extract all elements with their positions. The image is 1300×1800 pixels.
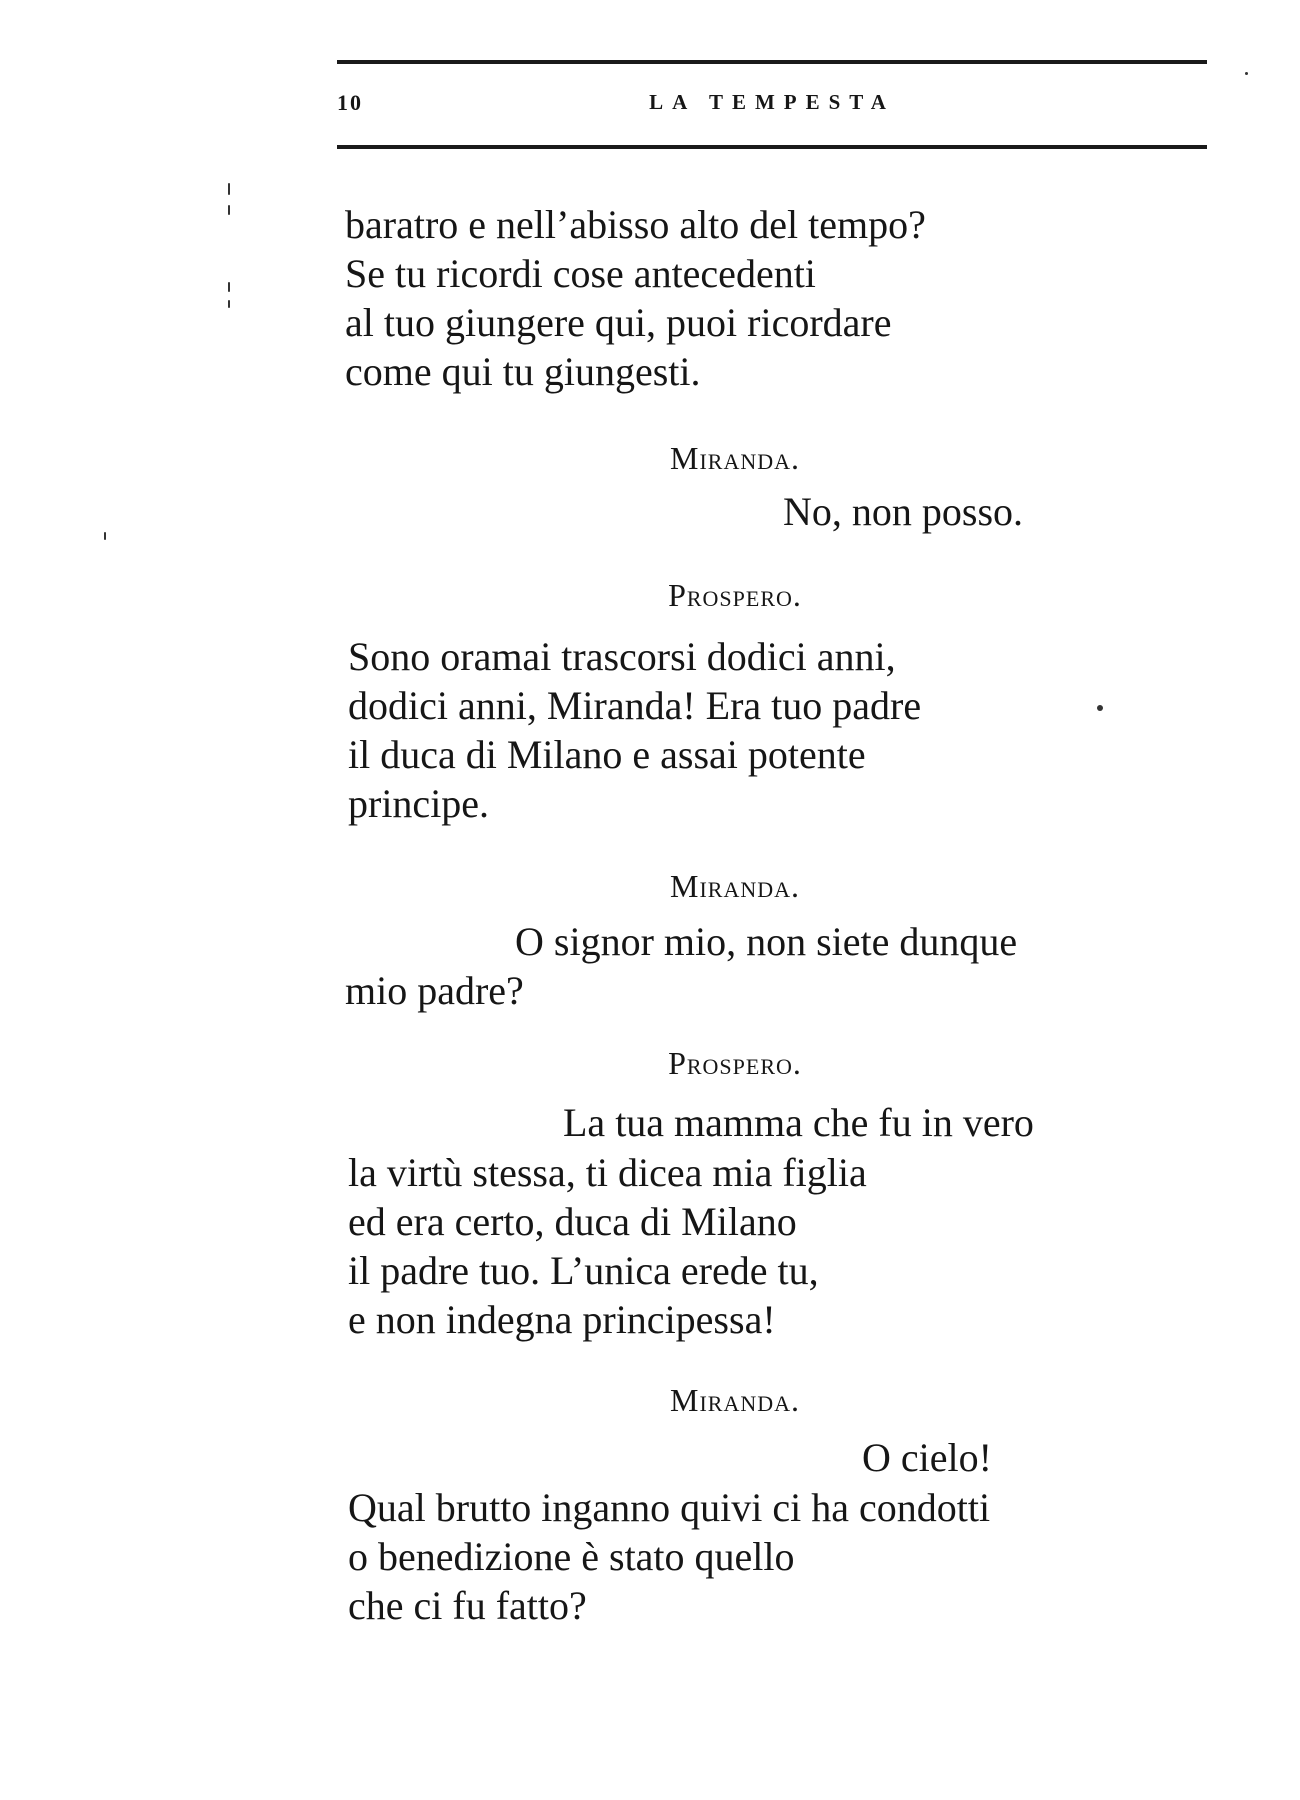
verse-line: O cielo! (862, 1435, 992, 1480)
speaker-name: Prospero. (668, 1045, 802, 1081)
scan-speck (228, 300, 230, 308)
verse-line: e non indegna principessa! (348, 1297, 776, 1342)
verse-line: mio padre? (345, 968, 524, 1013)
scan-speck (104, 532, 106, 540)
header-top-rule (337, 60, 1207, 64)
verse-line: o benedizione è stato quello (348, 1534, 795, 1579)
speech-block (348, 1483, 1198, 1630)
page-number: 10 (337, 90, 363, 115)
speaker-heading (0, 1382, 1300, 1419)
verse-line: come qui tu giungesti. (345, 349, 701, 394)
verse-line: al tuo giungere qui, puoi ricordare (345, 300, 892, 345)
verse-line: Se tu ricordi cose antecedenti (345, 251, 816, 296)
speaker-name: Miranda. (669, 868, 800, 904)
verse-line: O signor mio, non siete dunque (515, 919, 1018, 964)
speaker-heading (0, 577, 1300, 614)
verse-line: che ci fu fatto? (348, 1583, 587, 1628)
speaker-heading (0, 1045, 1300, 1082)
scan-speck (1245, 72, 1248, 75)
opening-verse (345, 200, 1195, 396)
speaker-heading (0, 440, 1300, 477)
scan-speck (228, 205, 230, 215)
verse-line: ed era certo, duca di Milano (348, 1199, 797, 1244)
speech-block (348, 632, 1198, 828)
scan-speck (228, 183, 230, 195)
speaker-name: Miranda. (669, 440, 800, 476)
header-bottom-rule (337, 145, 1207, 149)
running-header (337, 90, 1207, 120)
verse-line: principe. (348, 781, 490, 826)
verse-line: No, non posso. (783, 489, 1024, 534)
verse-line: il duca di Milano e assai potente (348, 732, 866, 777)
speaker-heading (0, 868, 1300, 905)
verse-line: baratro e nell’abisso alto del tempo? (345, 202, 926, 247)
scan-speck (228, 282, 230, 292)
verse-line: la virtù stessa, ti dicea mia figlia (348, 1150, 867, 1195)
verse-line: Sono oramai trascorsi dodici anni, (348, 634, 896, 679)
verse-line: La tua mamma che fu in vero (563, 1100, 1034, 1145)
speech-block (348, 1148, 1198, 1344)
running-title: LA TEMPESTA (649, 90, 895, 114)
speaker-name: Miranda. (669, 1382, 800, 1418)
scan-speck (1097, 705, 1103, 711)
verse-line: Qual brutto inganno quivi ci ha condotti (348, 1485, 991, 1530)
verse-line: dodici anni, Miranda! Era tuo padre (348, 683, 922, 728)
speaker-name: Prospero. (668, 577, 802, 613)
verse-line: il padre tuo. L’unica erede tu, (348, 1248, 819, 1293)
